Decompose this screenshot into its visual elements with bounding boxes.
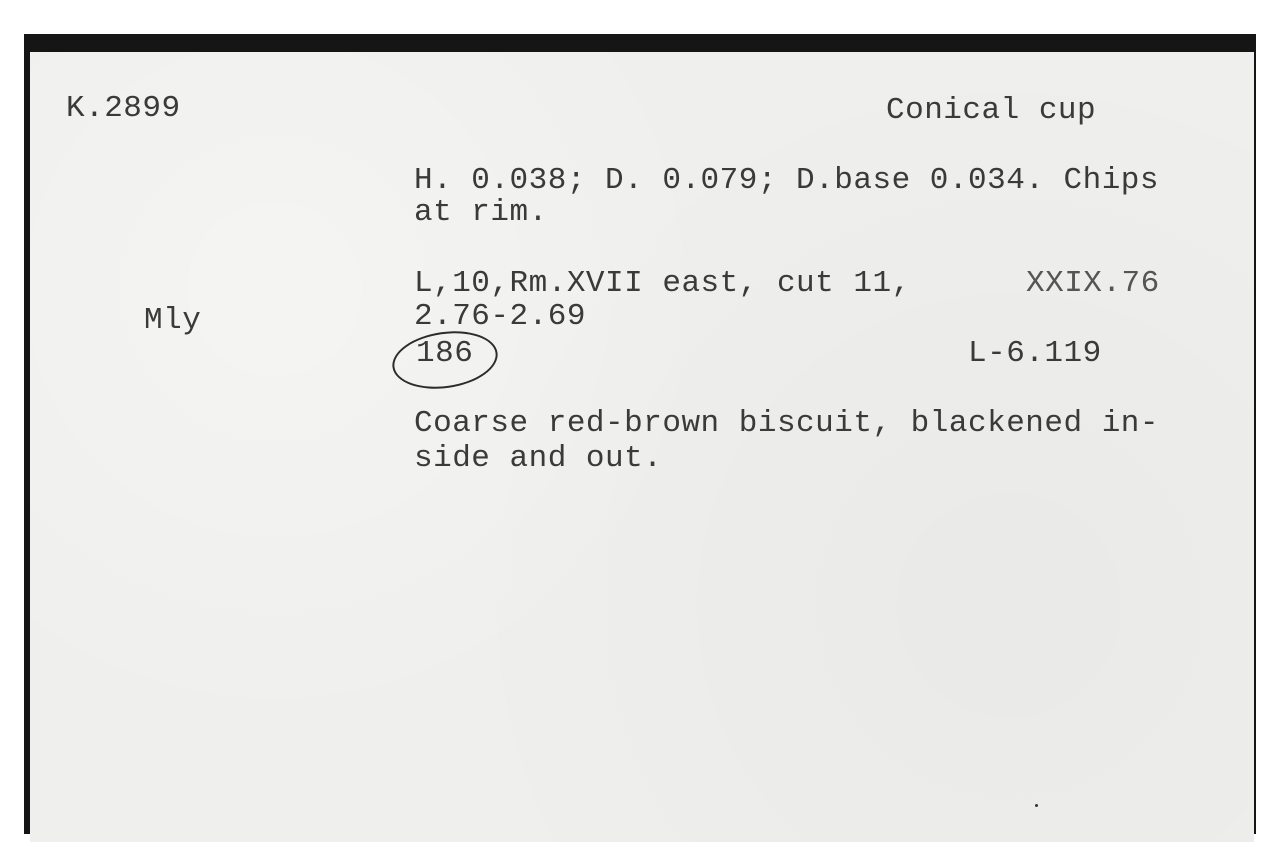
circled-number: 186 (416, 336, 474, 371)
index-card (30, 52, 1254, 842)
dimensions-line-1: H. 0.038; D. 0.079; D.base 0.034. Chips (414, 163, 1160, 198)
findspot-reference: XXIX.76 (1026, 266, 1160, 301)
lot-number: L-6.119 (968, 336, 1102, 371)
findspot-line-2: 2.76-2.69 (414, 299, 586, 334)
dimensions-line-2: at rim. (414, 195, 548, 230)
side-label: Mly (144, 303, 202, 338)
findspot-line-1: L,10,Rm.XVII east, cut 11, (414, 266, 911, 301)
object-name: Conical cup (886, 93, 1097, 128)
catalog-number: K.2899 (66, 91, 181, 126)
paper-speck (1035, 804, 1038, 807)
description-line-1: Coarse red-brown biscuit, blackened in- (414, 406, 1160, 441)
description-line-2: side and out. (414, 441, 663, 476)
